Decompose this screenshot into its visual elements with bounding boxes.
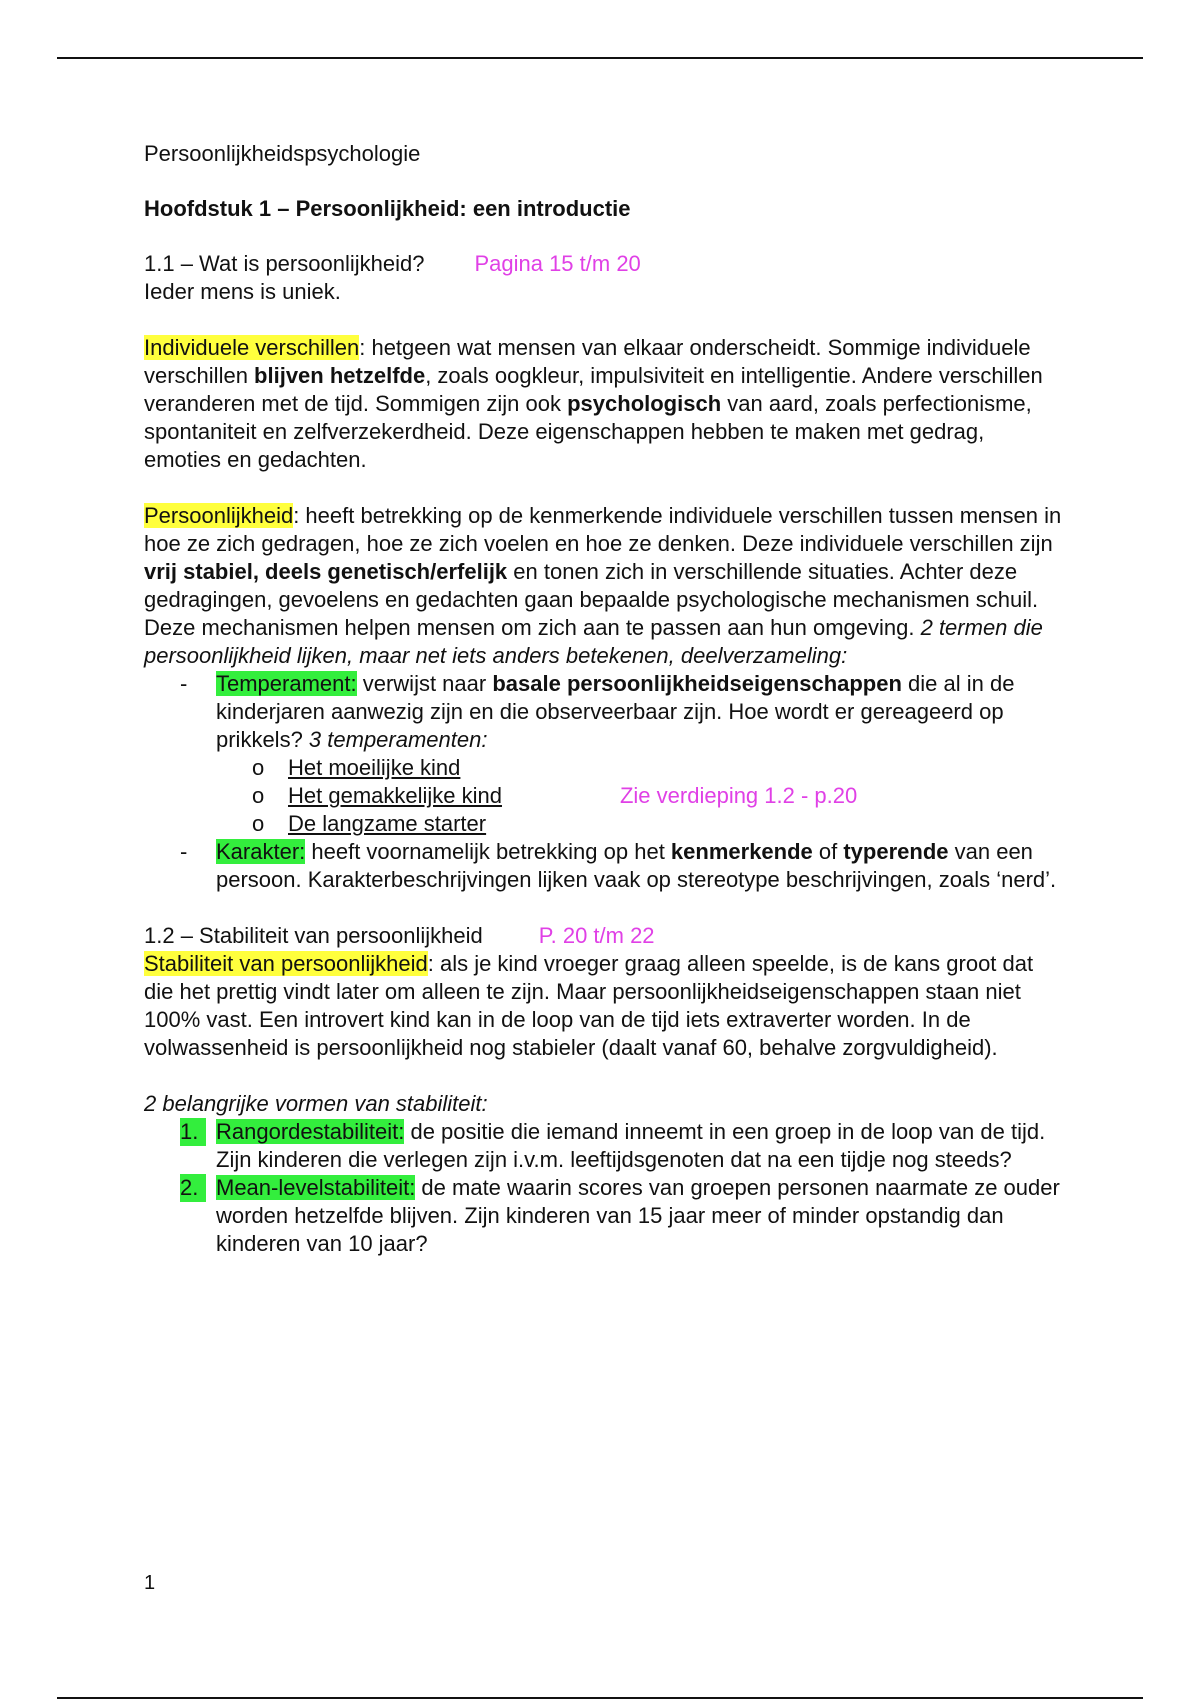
numbered-item-rangorde: 1. Rangordestabiliteit: de positie die iemand inneemt in een groep in de loop van de tijd. Zijn kinderen die verlegen zijn i.v.m. leeftijdsgenoten dat na een tijdje nog steeds?: [180, 1119, 1046, 1172]
section-1-2-page-ref: P. 20 t/m 22: [538, 923, 655, 948]
list-item-temperament-type: o Het gemakkelijke kind Zie verdieping 1.2 - p.20: [252, 783, 858, 808]
footer-rule: [57, 1697, 1143, 1699]
document-title: Persoonlijkheidspsychologie: [144, 141, 421, 166]
term-persoonlijkheid: Persoonlijkheid: [144, 503, 294, 528]
page-number: 1: [144, 1572, 156, 1594]
stability-paragraph: Stabiliteit van persoonlijkheid: als je kind vroeger graag alleen speelde, is de kans groot dat die het prettig vindt later om alleen te zijn. Maar persoonlijkheidseigenschappen staan niet 100% vast. Een introvert kind kan in de loop van de tijd iets extraverter worden. In de volwassenheid is persoonlijkheid nog stabieler (daalt vanaf 60, behalve zorgvuldigheid).: [144, 951, 1034, 1060]
section-1-1-heading: 1.1 – Wat is persoonlijkheid?: [144, 251, 425, 276]
list-item-temperament: - Temperament: verwijst naar basale persoonlijkheidseigenschappen die al in de kinderjaren aanwezig zijn en die observeerbaar zijn. Hoe wordt er gereageerd op prikkels? 3 temperamenten:: [180, 671, 1015, 752]
individual-differences-paragraph: Individuele verschillen: hetgeen wat mensen van elkaar onderscheidt. Sommige individuele verschillen blijven hetzelfde, zoals oogkleur, impulsiviteit en intelligentie. Andere verschillen veranderen met de tijd. Sommigen zijn ook psychologisch van aard, zoals perfectionisme, spontaniteit en zelfverzekerdheid. Deze eigenschappen hebben te maken met gedrag, emoties en gedachten.: [144, 335, 1043, 472]
verdieping-ref: Zie verdieping 1.2 - p.20: [619, 783, 858, 808]
section-1-1-heading-line: [144, 250, 1064, 278]
list-item-temperament-type: o Het moeilijke kind: [252, 755, 461, 780]
section-1-1-page-ref: Pagina 15 t/m 20: [474, 251, 641, 276]
document-body: [144, 140, 1064, 1258]
term-rangordestabiliteit: Rangordestabiliteit:: [216, 1119, 405, 1144]
header-rule: [57, 57, 1143, 59]
dash-bullet: -: [180, 671, 188, 696]
stability-forms-intro: 2 belangrijke vormen van stabiliteit:: [144, 1091, 488, 1116]
term-individuele-verschillen: Individuele verschillen: [144, 335, 360, 360]
section-1-1-intro: Ieder mens is uniek.: [144, 279, 341, 304]
section-1-2-heading-line: [144, 922, 1064, 950]
personality-paragraph: Persoonlijkheid: heeft betrekking op de kenmerkende individuele verschillen tussen mensen in hoe ze zich gedragen, hoe ze zich voelen en hoe ze denken. Deze individuele verschillen zijn vrij stabiel, deels genetisch/erfelijk en tonen zich in verschillende situaties. Achter deze gedragingen, gevoelens en gedachten gaan bepaalde psychologische mechanismen schuil. Deze mechanismen helpen mensen om zich aan te passen aan hun omgeving. 2 termen die persoonlijkheid lijken, maar net iets anders betekenen, deelverzameling:: [144, 503, 1062, 668]
list-item-karakter: - Karakter: heeft voornamelijk betrekking op het kenmerkende of typerende van een persoon. Karakterbeschrijvingen lijken vaak op stereotype beschrijvingen, zoals ‘nerd’.: [180, 839, 1057, 892]
dash-bullet: -: [180, 839, 188, 864]
term-mean-levelstabiliteit: Mean-levelstabiliteit:: [216, 1175, 416, 1200]
chapter-heading: Hoofdstuk 1 – Persoonlijkheid: een introductie: [144, 196, 631, 221]
term-temperament: Temperament:: [216, 671, 357, 696]
list-item-temperament-type: o De langzame starter: [252, 811, 487, 836]
numbered-item-mean-level: 2. Mean-levelstabiliteit: de mate waarin scores van groepen personen naarmate ze ouder worden hetzelfde blijven. Zijn kinderen van 15 jaar meer of minder opstandig dan kinderen van 10 jaar?: [180, 1175, 1060, 1256]
term-stabiliteit: Stabiliteit van persoonlijkheid: [144, 951, 428, 976]
term-karakter: Karakter:: [216, 839, 306, 864]
section-1-2-heading: 1.2 – Stabiliteit van persoonlijkheid: [144, 923, 483, 948]
